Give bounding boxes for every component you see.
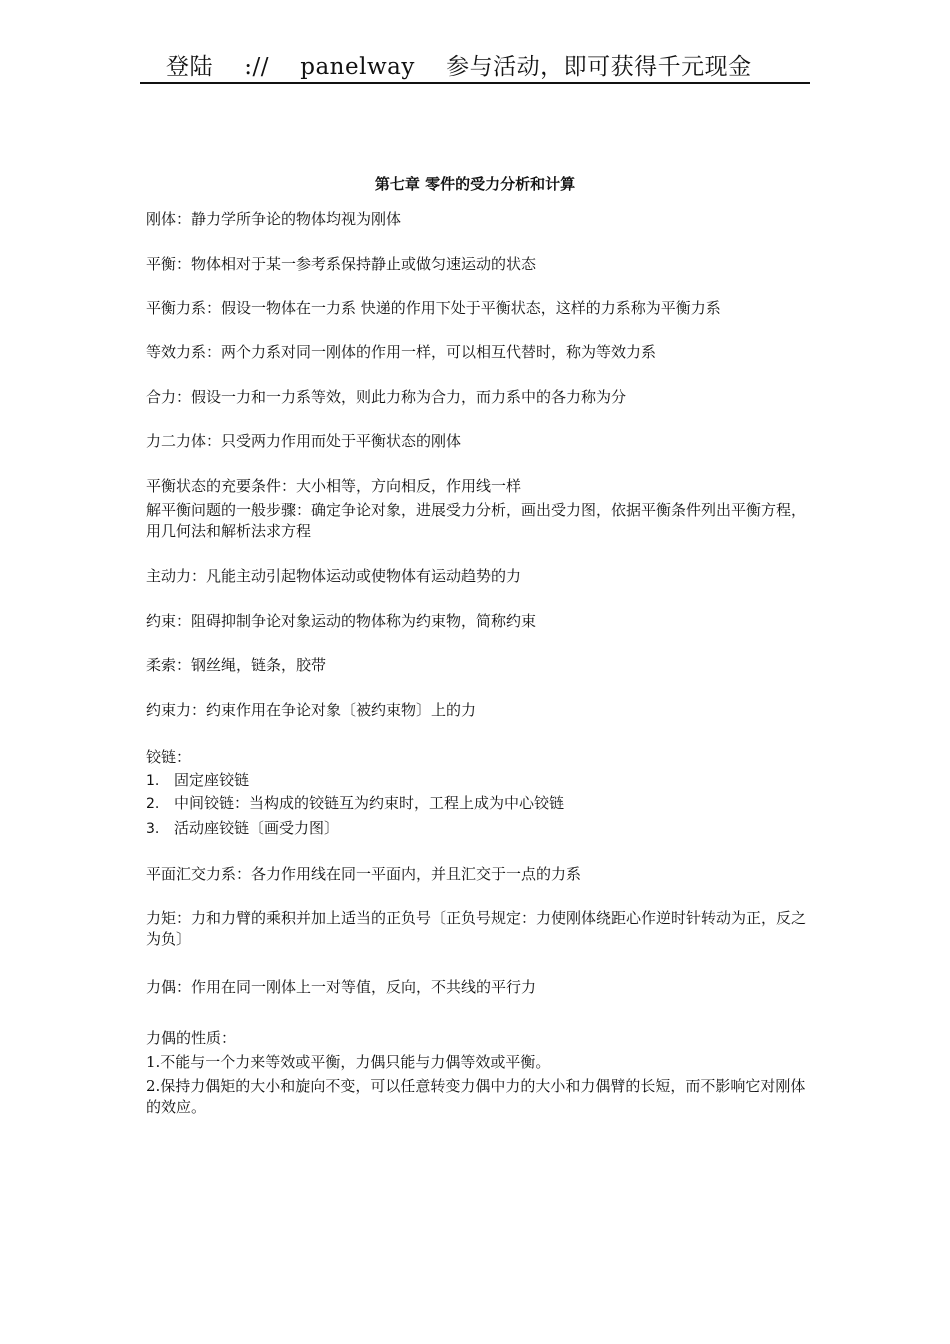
- page-header: [140, 46, 810, 84]
- definition-coplanar-concurrent: 平面汇交力系：各力作用线在同一平面内，并且汇交于一点的力系: [146, 865, 582, 883]
- list-text: 固定座铰链: [174, 771, 250, 789]
- hinge-heading: 铰链：: [146, 748, 192, 766]
- list-text: 活动座铰链〔画受力图〕: [174, 819, 340, 837]
- definition-resultant-force: 合力：假设一力和一力系等效，则此力称为合力，而力系中的各力称为分: [146, 388, 627, 406]
- definition-active-force: 主动力：凡能主动引起物体运动或使物体有运动趋势的力: [146, 567, 522, 585]
- definition-equilibrium-condition: 平衡状态的充要条件：大小相等，方向相反，作用线一样: [146, 477, 522, 495]
- list-number: 3.: [146, 821, 160, 837]
- definition-two-force-body: 力二力体：只受两力作用而处于平衡状态的刚体: [146, 432, 462, 450]
- definition-couple: 力偶：作用在同一刚体上一对等值，反向，不共线的平行力: [146, 978, 537, 996]
- chapter-title: 第七章 零件的受力分析和计算: [374, 175, 576, 193]
- definition-equilibrium: 平衡：物体相对于某一参考系保持静止或做匀速运动的状态: [146, 255, 537, 273]
- definition-flexible-cable: 柔索：钢丝绳，链条，胶带: [146, 656, 327, 674]
- couple-properties-heading: 力偶的性质：: [146, 1029, 237, 1047]
- definition-constraint-force: 约束力：约束作用在争论对象〔被约束物〕上的力: [146, 701, 477, 719]
- hinge-list-item: [146, 818, 811, 840]
- list-text: 中间铰链：当构成的铰链互为约束时，工程上成为中心铰链: [174, 794, 565, 812]
- definition-moment: 力矩：力和力臂的乘积并加上适当的正负号〔正负号规定：力使刚体绕距心作逆时针转动为正，反之为负〕: [146, 909, 807, 948]
- definition-equilibrium-force-system: 平衡力系：假设一物体在一力系 快递的作用下处于平衡状态，这样的力系称为平衡力系: [146, 299, 721, 317]
- couple-property-1: 1.不能与一个力来等效或平衡，力偶只能与力偶等效或平衡。: [146, 1053, 551, 1071]
- list-number: 1.: [146, 773, 160, 789]
- couple-property-2: 2.保持力偶矩的大小和旋向不变，可以任意转变力偶中力的大小和力偶臂的长短，而不影响它对刚体的效应。: [146, 1077, 806, 1116]
- definition-rigid-body: 刚体：静力学所争论的物体均视为刚体: [146, 210, 402, 228]
- definition-constraint: 约束：阻碍抑制争论对象运动的物体称为约束物，简称约束: [146, 612, 537, 630]
- list-number: 2.: [146, 796, 160, 812]
- definition-solution-steps: 解平衡问题的一般步骤：确定争论对象，进展受力分析，画出受力图，依据平衡条件列出平衡方程，用几何法和解析法求方程: [146, 501, 807, 540]
- hinge-list-item: [146, 770, 811, 792]
- header-promo-text: 登陆 :// panelway 参与活动，即可获得千元现金: [166, 54, 752, 80]
- definition-equivalent-force-system: 等效力系：两个力系对同一刚体的作用一样，可以相互代替时，称为等效力系: [146, 343, 657, 361]
- hinge-list-item: [146, 793, 811, 815]
